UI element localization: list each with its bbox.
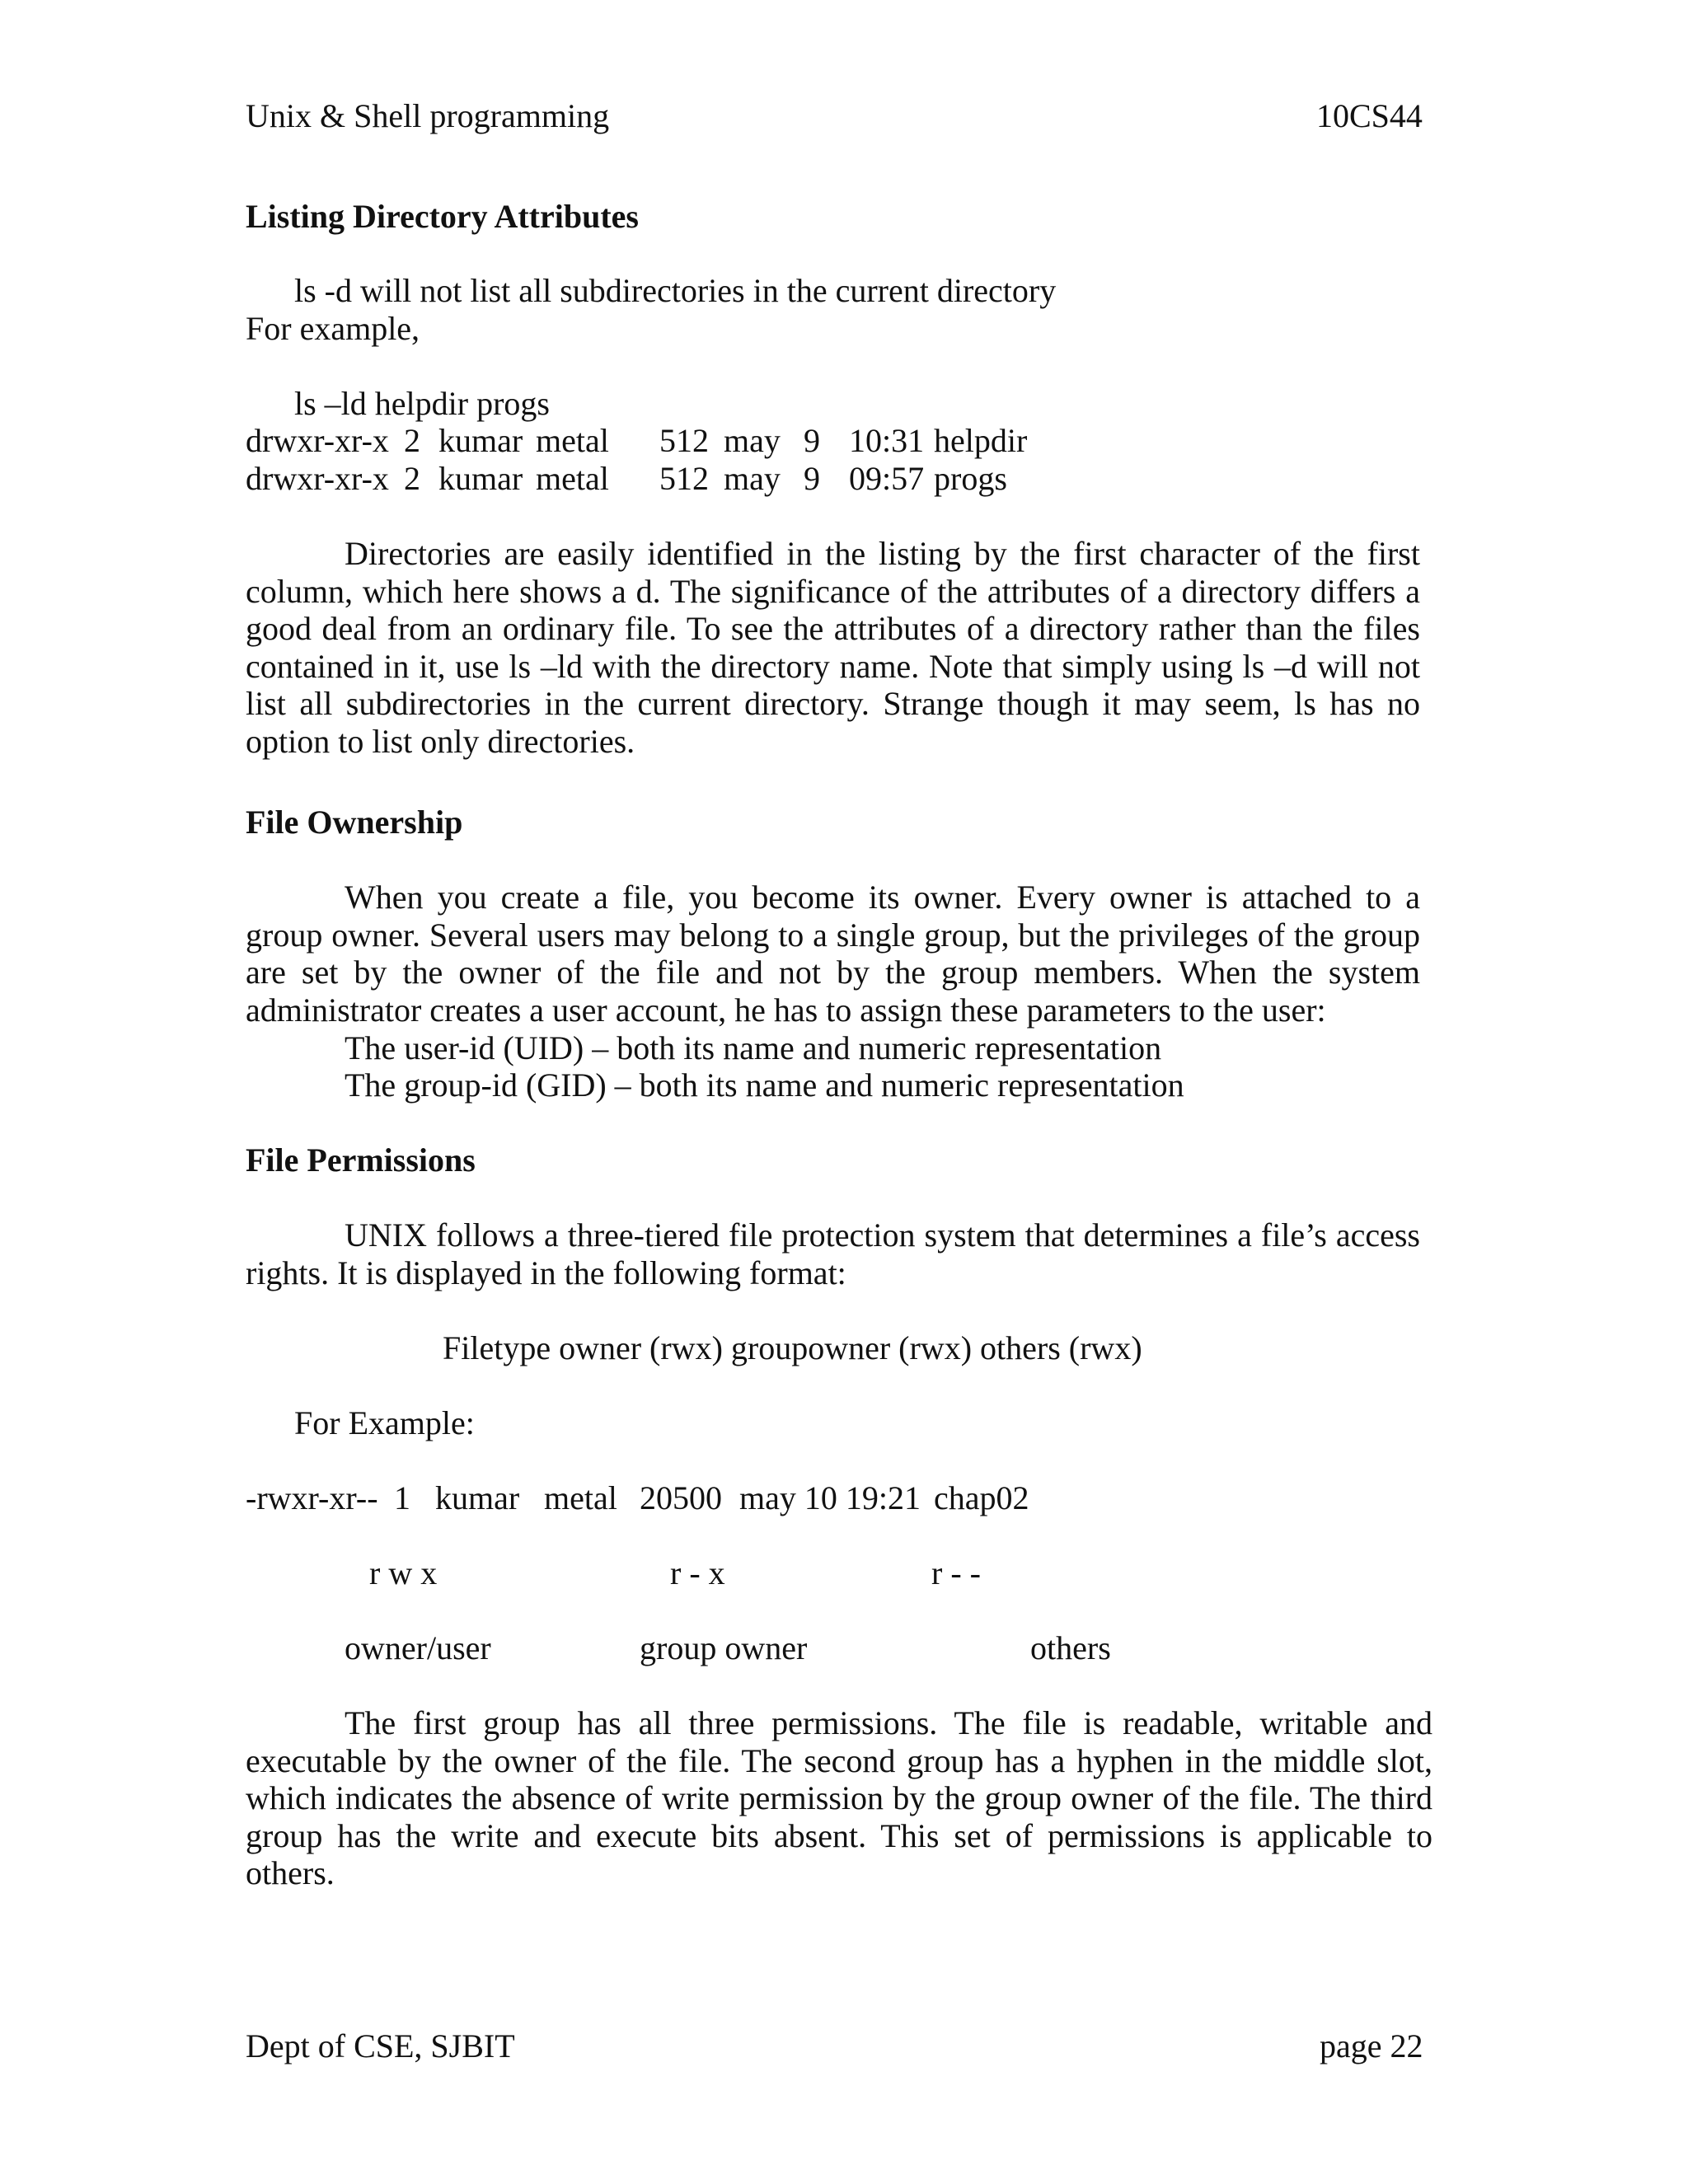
heading-file-permissions: File Permissions [246, 1141, 476, 1179]
listing-time: 10:31 [849, 422, 925, 459]
listing-filename: helpdir [934, 422, 1028, 459]
directories-paragraph: Directories are easily identified in the listing by the first character of the first column, which here shows a d. The significance of the attributes of a directory differs a good deal from an ordinary file. To see the attributes of a directory rather than the files contained in it, use ls –ld with the directory name. Note that simply using ls –d will not list all subdirectories in the current directory. Strange though it may seem, ls has no option to list only directories. [246, 535, 1420, 760]
for-example-label: For Example: [294, 1404, 475, 1441]
gid-item: The group-id (GID) – both its name and numeric representation [345, 1066, 1184, 1104]
ls-ld-command: ls –ld helpdir progs [294, 385, 550, 422]
permission-format: Filetype owner (rwx) groupowner (rwx) others (rwx) [443, 1329, 1142, 1366]
listing-perm: drwxr-xr-x [246, 460, 389, 497]
uid-item: The user-id (UID) – both its name and numeric representation [345, 1029, 1162, 1066]
listing-size: 512 [659, 460, 709, 497]
heading-listing-directory-attributes: Listing Directory Attributes [246, 198, 639, 235]
for-example-text: For example, [246, 310, 420, 347]
listing-perm: drwxr-xr-x [246, 422, 389, 459]
listing-day: 9 [804, 422, 820, 459]
listing-month: may [724, 460, 781, 497]
listing-owner: kumar [438, 422, 523, 459]
others-label: others [1030, 1629, 1111, 1666]
example-datetime: may 10 19:21 [739, 1479, 921, 1516]
listing-group: metal [536, 460, 609, 497]
permissions-paragraph: UNIX follows a three-tiered file protection system that determines a file’s access rights. It is displayed in the following format: [246, 1216, 1420, 1291]
footer-department: Dept of CSE, SJBIT [246, 2027, 515, 2064]
listing-owner: kumar [438, 460, 523, 497]
owner-bits: r w x [369, 1554, 438, 1591]
footer-page-number: page 22 [1320, 2027, 1423, 2064]
heading-file-ownership: File Ownership [246, 804, 463, 841]
listing-day: 9 [804, 460, 820, 497]
group-owner-label: group owner [640, 1629, 808, 1666]
ls-d-note: ls -d will not list all subdirectories in the current directory [294, 272, 1057, 309]
example-size: 20500 [640, 1479, 722, 1516]
example-owner: kumar [435, 1479, 520, 1516]
ownership-paragraph: When you create a file, you become its owner. Every owner is attached to a group owner. Several users may belong to a single group, but the privileges of the group are set by the owner of the file and not by the group members. When the system administrator creates a user account, he has to assign these parameters to the user: [246, 879, 1420, 1029]
owner-user-label: owner/user [345, 1629, 491, 1666]
example-filename: chap02 [934, 1479, 1029, 1516]
listing-links: 2 [404, 422, 420, 459]
header-title: Unix & Shell programming [246, 97, 610, 134]
example-perm: -rwxr-xr-- [246, 1479, 378, 1516]
example-links: 1 [394, 1479, 410, 1516]
listing-links: 2 [404, 460, 420, 497]
example-group: metal [544, 1479, 617, 1516]
listing-filename: progs [934, 460, 1007, 497]
header-course-code: 10CS44 [1316, 97, 1423, 134]
listing-month: may [724, 422, 781, 459]
listing-time: 09:57 [849, 460, 925, 497]
permissions-explanation-paragraph: The first group has all three permissions. The file is readable, writable and executable by the owner of the file. The second group has a hyphen in the middle slot, which indicates the absence of write permission by the group owner of the file. The third group has the write and execute bits absent. This set of permissions is applicable to others. [246, 1704, 1432, 1892]
listing-group: metal [536, 422, 609, 459]
others-bits: r - - [931, 1554, 981, 1591]
listing-size: 512 [659, 422, 709, 459]
group-bits: r - x [670, 1554, 725, 1591]
